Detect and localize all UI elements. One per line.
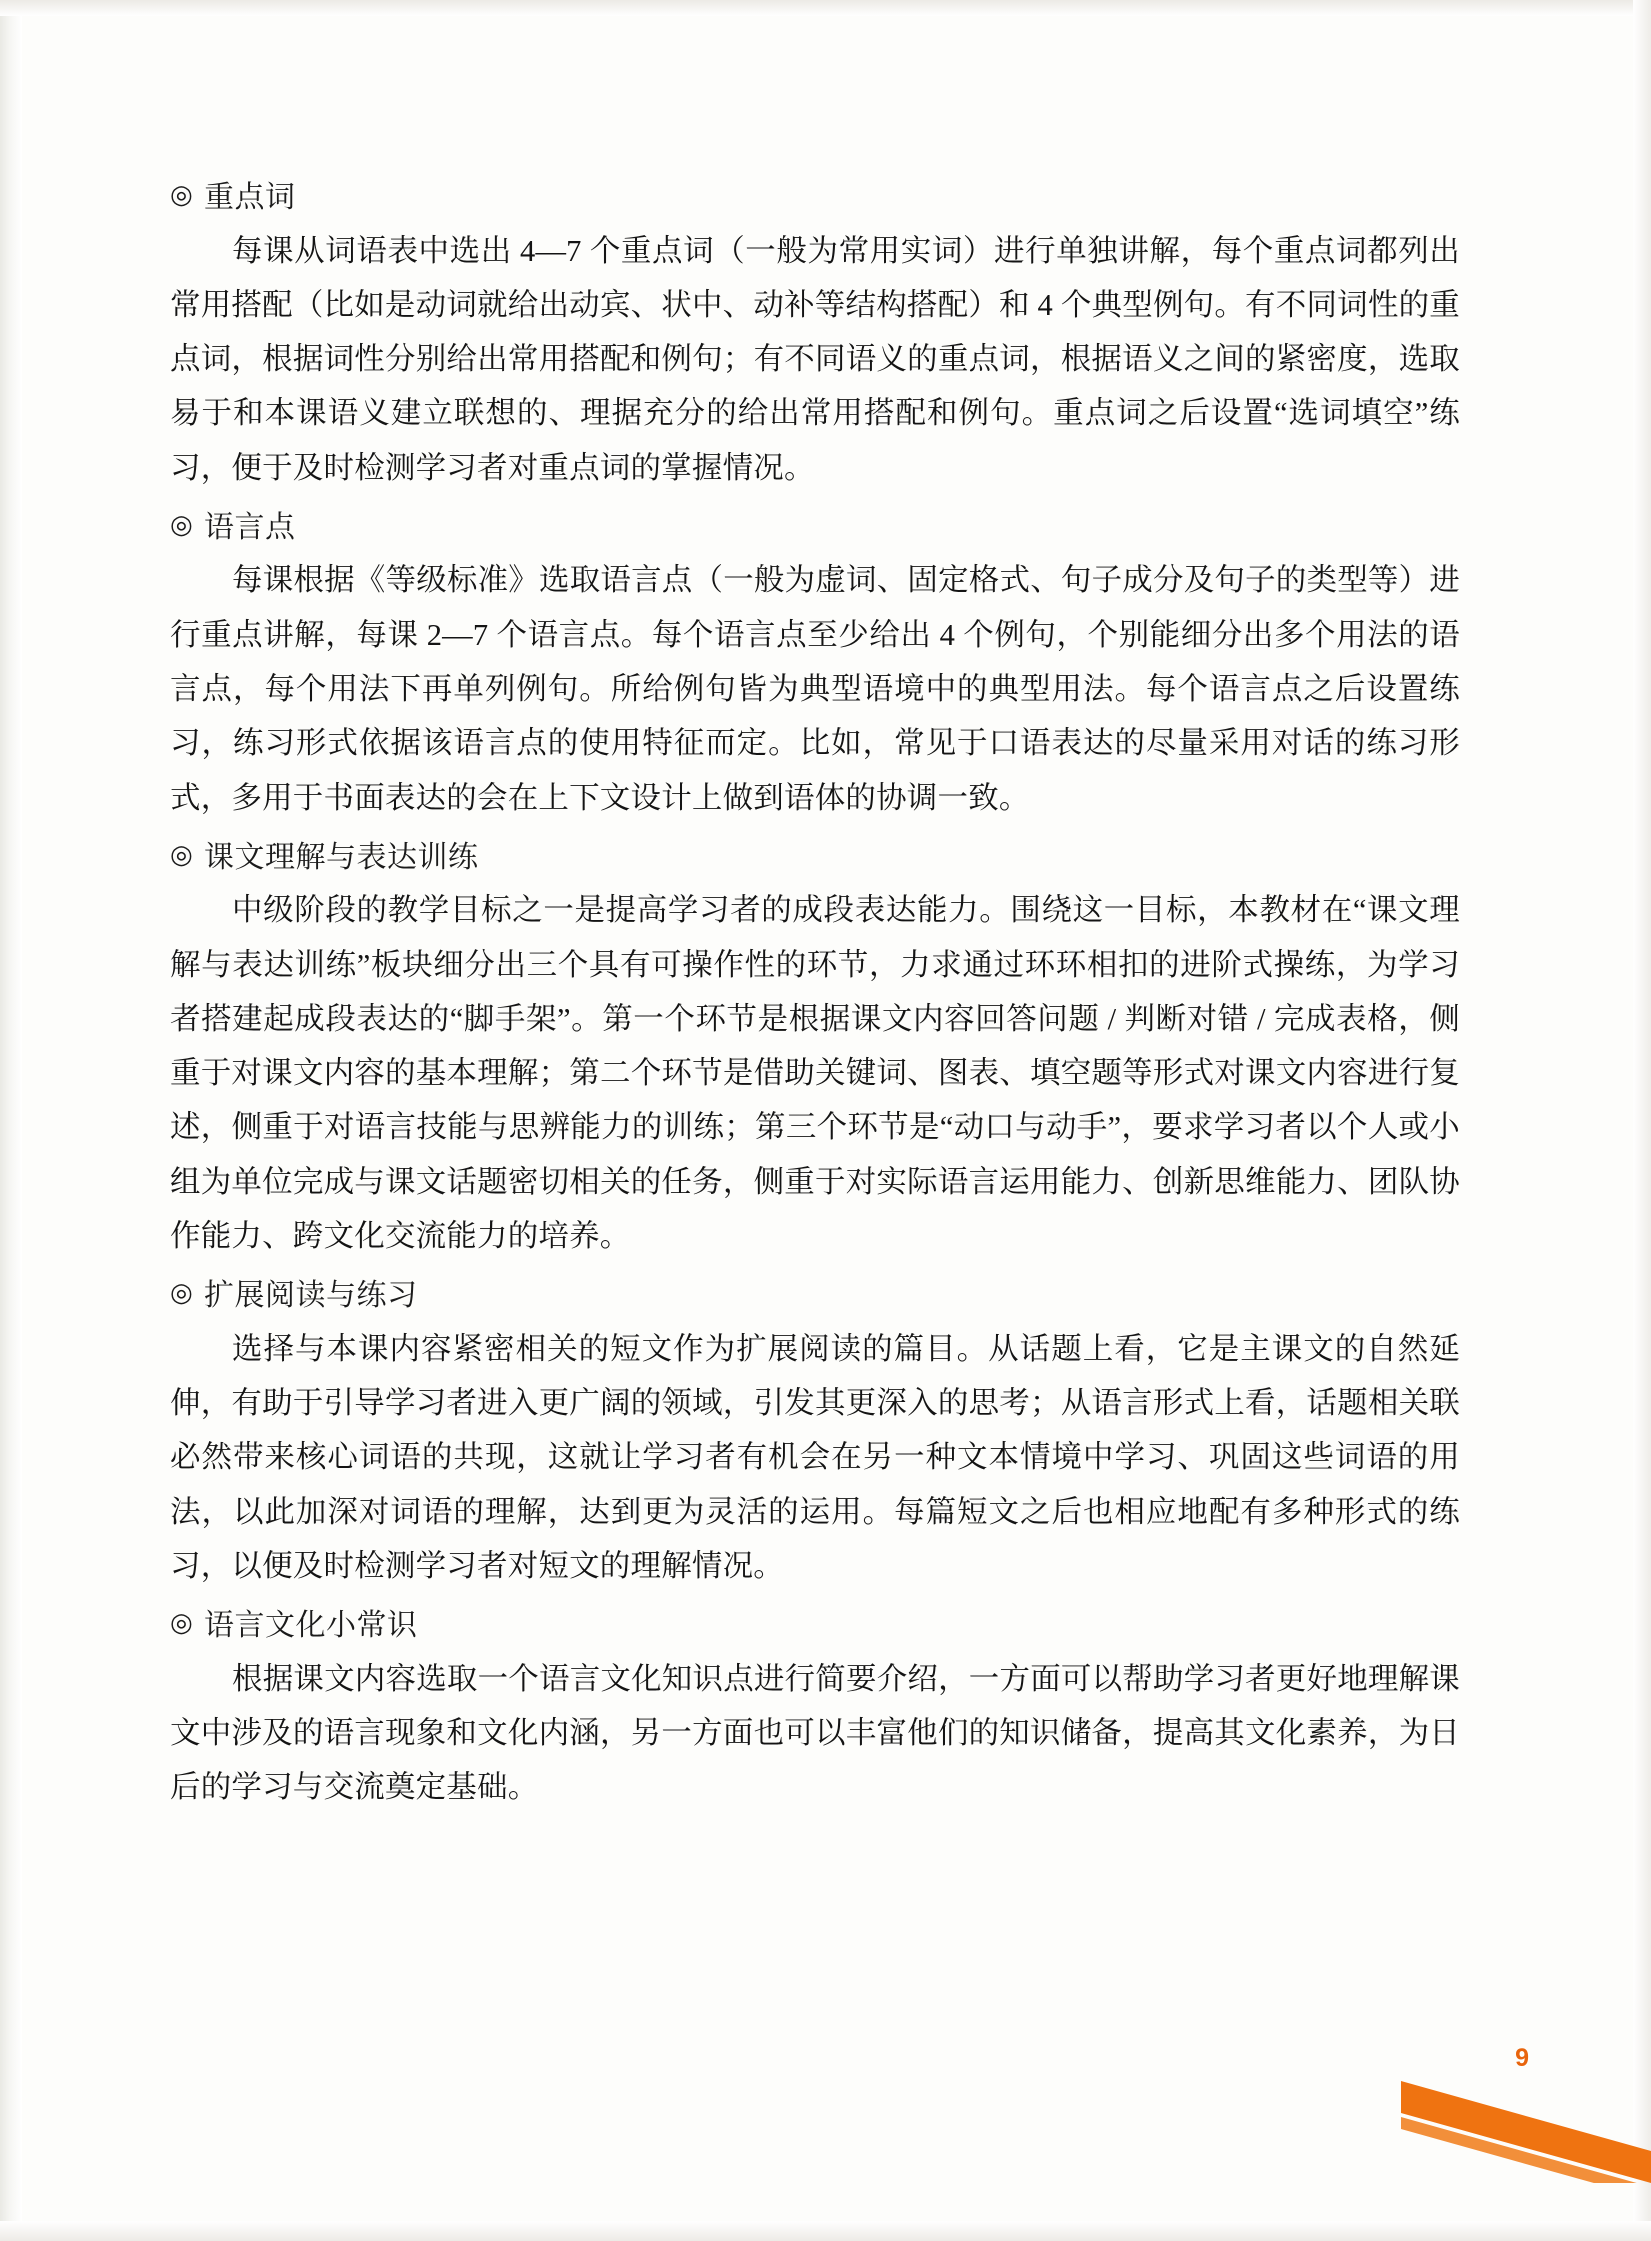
diamond-bullet-icon: ◎ — [170, 1608, 194, 1638]
section-heading-culture-notes — [170, 1603, 1460, 1650]
section-heading-label: 重点词 — [204, 181, 296, 214]
diamond-bullet-icon: ◎ — [170, 509, 194, 539]
diamond-bullet-icon: ◎ — [170, 180, 194, 209]
diamond-bullet-icon: ◎ — [170, 839, 194, 869]
paragraph: 根据课文内容选取一个语言文化知识点进行简要介绍，一方面可以帮助学习者更好地理解课文中涉及的语言现象和文化内涵，另一方面也可以丰富他们的知识储备，提高其文化素养，为日后的学习与交流奠定基础。 — [170, 1661, 1460, 1805]
page-edge-left — [0, 0, 22, 2241]
page-number: 9 — [1515, 2044, 1529, 2072]
page-edge-top — [0, 0, 1651, 16]
section-heading-extended-reading — [170, 1273, 1460, 1320]
paragraph: 每课根据《等级标准》选取语言点（一般为虚词、固定格式、句子成分及句子的类型等）进行重点讲解，每课 2—7 个语言点。每个语言点至少给出 4 个例句，个别能细分出多个用法的语言点，每个用法下再单列例句。所给例句皆为典型语境中的典型用法。每个语言点之后设置练习，练习形式依据该语言点的使用特征而定。比如，常见于口语表达的尽量采用对话的练习形式，多用于书面表达的会在上下文设计上做到语体的协调一致。 — [170, 563, 1460, 815]
paragraph: 中级阶段的教学目标之一是提高学习者的成段表达能力。围绕这一目标，本教材在“课文理解与表达训练”板块细分出三个具有可操作性的环节，力求通过环环相扣的进阶式操练，为学习者搭建起成段表达的“脚手架”。第一个环节是根据课文内容回答问题 / 判断对错 / 完成表格，侧重于对课文内容的基本理解；第二个环节是借助关键词、图表、填空题等形式对课文内容进行复述，侧重于对语言技能与思辨能力的训练；第三个环节是“动口与动手”，要求学习者以个人或小组为单位完成与课文话题密切相关的任务，侧重于对实际语言运用能力、创新思维能力、团队协作能力、跨文化交流能力的培养。 — [170, 893, 1460, 1253]
section-heading-text-comprehension — [170, 835, 1460, 882]
section-heading-label: 扩展阅读与练习 — [204, 1279, 418, 1313]
section-heading-label: 语言点 — [204, 510, 296, 544]
corner-decoration — [1391, 2073, 1651, 2183]
section-heading-language-points — [170, 505, 1460, 552]
section-heading-key-words — [170, 175, 1460, 222]
page-content — [170, 175, 1460, 1815]
section-heading-label: 语言文化小常识 — [204, 1609, 418, 1643]
diamond-bullet-icon: ◎ — [170, 1278, 194, 1308]
page-edge-bottom — [0, 2221, 1651, 2241]
paragraph: 选择与本课内容紧密相关的短文作为扩展阅读的篇目。从话题上看，它是主课文的自然延伸，有助于引导学习者进入更广阔的领域，引发其更深入的思考；从语言形式上看，话题相关联必然带来核心词语的共现，这就让学习者有机会在另一种文本情境中学习、巩固这些词语的用法，以此加深对词语的理解，达到更为灵活的运用。每篇短文之后也相应地配有多种形式的练习，以便及时检测学习者对短文的理解情况。 — [170, 1331, 1460, 1583]
page-edge-right — [1633, 0, 1651, 2241]
section-heading-label: 课文理解与表达训练 — [204, 840, 479, 874]
paragraph: 每课从词语表中选出 4—7 个重点词（一般为常用实词）进行单独讲解，每个重点词都列出常用搭配（比如是动词就给出动宾、状中、动补等结构搭配）和 4 个典型例句。有不同词性的重点词，根据词性分别给出常用搭配和例句；有不同语义的重点词，根据语义之间的紧密度，选取易于和本课语义建立联想的、理据充分的给出常用搭配和例句。重点词之后设置“选词填空”练习，便于及时检测学习者对重点词的掌握情况。 — [170, 233, 1460, 485]
